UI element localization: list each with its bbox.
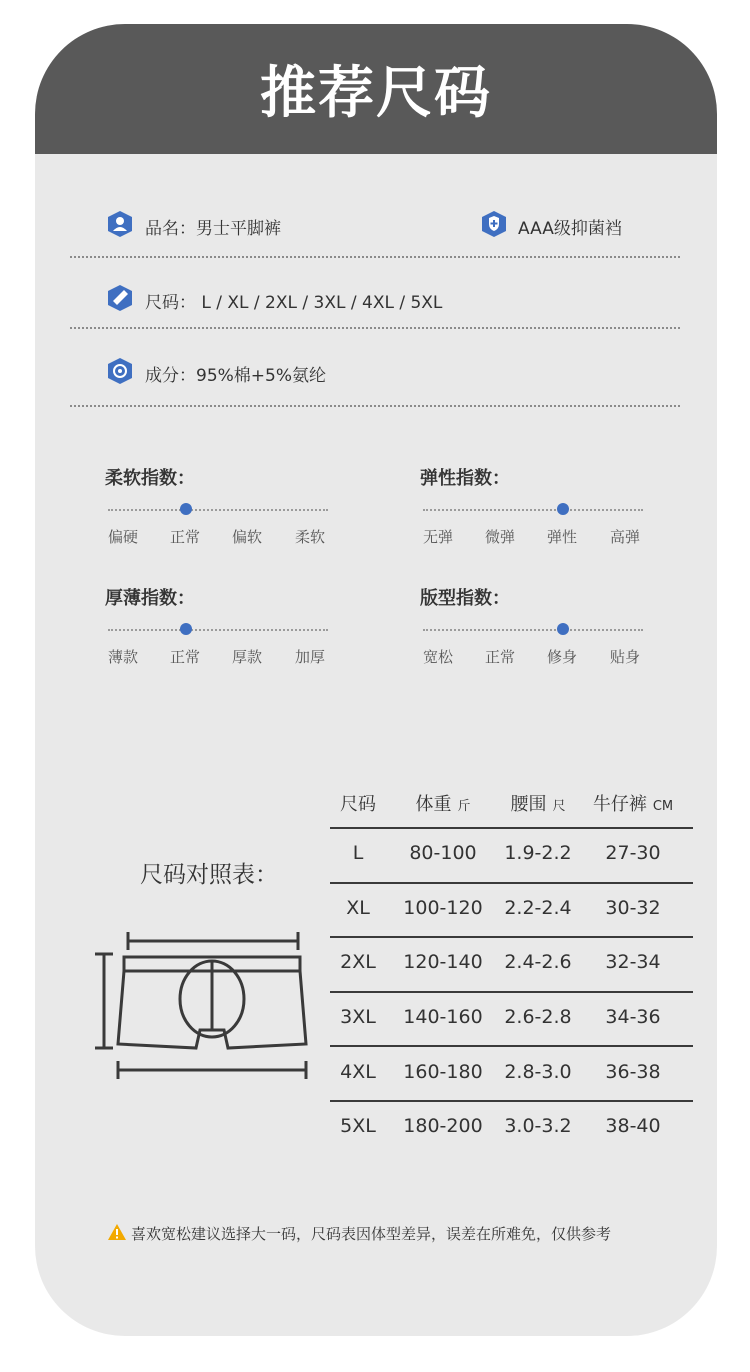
header-label: 腰围 <box>510 794 547 815</box>
table-cell: 100-120 <box>403 897 483 919</box>
index-option: 偏软 <box>232 528 263 546</box>
table-cell: 1.9-2.2 <box>504 842 572 864</box>
index-option: 高弹 <box>610 528 641 546</box>
table-cell: 140-160 <box>403 1006 483 1028</box>
table-cell: 2.4-2.6 <box>504 951 572 973</box>
table-cell: 2.2-2.4 <box>504 897 572 919</box>
table-rule <box>330 827 693 829</box>
briefs-diagram <box>90 924 310 1084</box>
table-cell: 34-36 <box>605 1006 661 1028</box>
divider <box>70 327 680 329</box>
table-cell: 27-30 <box>605 842 661 864</box>
index-scale-track <box>108 509 328 511</box>
material-composition: 成分：95%棉+5%氨纶 <box>145 366 326 386</box>
size-cell: 2XL <box>340 951 376 973</box>
table-cell: 38-40 <box>605 1115 661 1137</box>
fabric-icon <box>107 357 133 385</box>
table-cell: 160-180 <box>403 1061 483 1083</box>
divider <box>70 405 680 407</box>
table-header-cell <box>583 790 683 816</box>
index-scale-track <box>423 509 643 511</box>
index-option: 正常 <box>485 648 516 666</box>
index-option: 加厚 <box>295 648 326 666</box>
size-cell: 5XL <box>340 1115 376 1137</box>
size-cell: XL <box>346 897 370 919</box>
table-cell: 2.6-2.8 <box>504 1006 572 1028</box>
table-header-cell <box>488 790 588 816</box>
index-option: 厚款 <box>232 648 263 666</box>
size-cell: 4XL <box>340 1061 376 1083</box>
index-option: 修身 <box>547 648 578 666</box>
index-title: 版型指数： <box>420 588 510 609</box>
index-marker <box>180 503 192 515</box>
size-cell: L <box>352 842 364 864</box>
user-shield-icon <box>107 210 133 238</box>
index-title: 厚薄指数： <box>105 588 195 609</box>
header-unit: CM <box>652 799 674 814</box>
index-option: 偏硬 <box>108 528 139 546</box>
page-title: 推荐尺码 <box>35 24 717 154</box>
index-option: 弹性 <box>547 528 578 546</box>
product-name: 品名：男士平脚裤 <box>145 219 281 239</box>
table-rule <box>330 882 693 884</box>
size-cell: 3XL <box>340 1006 376 1028</box>
index-title: 弹性指数： <box>420 468 510 489</box>
header-unit: 尺 <box>552 799 566 814</box>
table-cell: 2.8-3.0 <box>504 1061 572 1083</box>
index-option: 柔软 <box>295 528 326 546</box>
table-rule <box>330 1045 693 1047</box>
ruler-icon <box>107 284 133 312</box>
index-marker <box>180 623 192 635</box>
table-rule <box>330 991 693 993</box>
size-chart-title: 尺码对照表： <box>140 862 278 888</box>
table-cell: 32-34 <box>605 951 661 973</box>
divider <box>70 256 680 258</box>
index-option: 正常 <box>170 648 201 666</box>
index-option: 宽松 <box>423 648 454 666</box>
table-cell: 3.0-3.2 <box>504 1115 572 1137</box>
shield-plus-icon <box>481 210 507 238</box>
table-header-cell <box>393 790 493 816</box>
size-list: 尺码： L / XL / 2XL / 3XL / 4XL / 5XL <box>145 293 443 313</box>
header-unit: 斤 <box>457 799 471 814</box>
table-cell: 120-140 <box>403 951 483 973</box>
table-cell: 36-38 <box>605 1061 661 1083</box>
table-cell: 180-200 <box>403 1115 483 1137</box>
header-label: 牛仔裤 <box>592 794 647 815</box>
warning-icon <box>107 1223 127 1241</box>
antibacterial-badge: AAA级抑菌裆 <box>518 219 622 239</box>
index-scale-track <box>423 629 643 631</box>
disclaimer-note: 喜欢宽松建议选择大一码，尺码表因体型差异，误差在所难免，仅供参考 <box>131 1225 612 1243</box>
index-option: 无弹 <box>423 528 454 546</box>
index-marker <box>557 503 569 515</box>
index-scale-track <box>108 629 328 631</box>
index-option: 微弹 <box>485 528 516 546</box>
header-label: 体重 <box>415 794 452 815</box>
table-cell: 30-32 <box>605 897 661 919</box>
index-option: 薄款 <box>108 648 139 666</box>
size-guide-card <box>35 24 717 1336</box>
index-title: 柔软指数： <box>105 468 195 489</box>
table-cell: 80-100 <box>409 842 477 864</box>
header-label: 尺码 <box>340 794 376 815</box>
index-marker <box>557 623 569 635</box>
table-rule <box>330 936 693 938</box>
index-option: 正常 <box>170 528 201 546</box>
table-rule <box>330 1100 693 1102</box>
index-option: 贴身 <box>610 648 641 666</box>
